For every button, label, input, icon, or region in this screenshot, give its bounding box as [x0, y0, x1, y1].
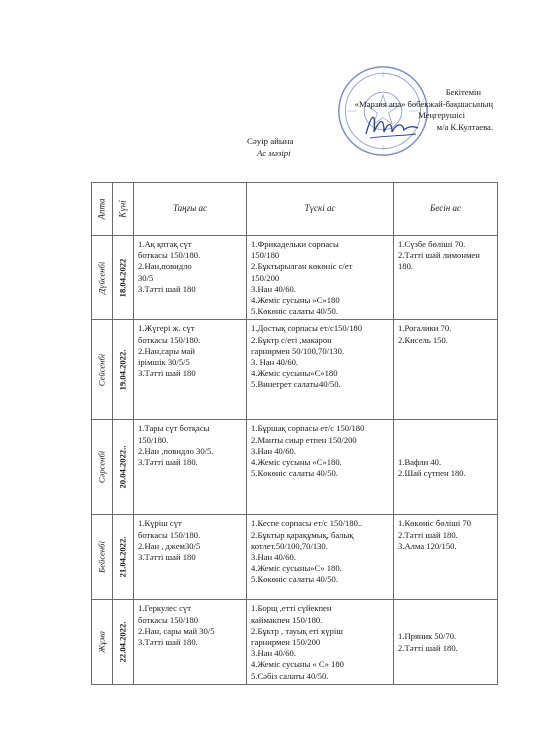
menu-item: 3.Тәтті шай 180: [138, 283, 196, 294]
menu-item: 2.Бұктр с/еті ,макарон: [251, 334, 332, 345]
menu-item: 2.Тәтті шай 180.: [398, 529, 458, 540]
menu-item: 3.Нан 40/60.: [251, 552, 296, 563]
approval-line: м/а К.Култаева.: [436, 121, 493, 132]
breakfast-cell: [134, 515, 247, 600]
breakfast-cell: [134, 600, 247, 684]
snack-cell: [394, 515, 498, 600]
day-cell: Дүйсенбі: [92, 236, 113, 320]
menu-item: 2.Бұктыр қарақұмық, балық: [251, 529, 354, 540]
menu-item: ірімшік 30/5/5: [138, 357, 190, 368]
menu-item: 1.Кеспе сорпасы ет/с 150/180..: [251, 518, 363, 529]
date-cell: 19.04.2022.: [113, 320, 134, 420]
menu-item: 150/200: [251, 272, 280, 283]
menu-item: 4.Жеміс сусыны »С»180: [251, 295, 340, 306]
lunch-cell: [247, 420, 394, 515]
menu-item: 3.Тәтті шай 180.: [138, 457, 198, 468]
day-cell: Сәрсенбі: [92, 420, 113, 515]
menu-item: 150/180.: [138, 434, 169, 445]
lunch-cell: [247, 515, 394, 600]
menu-table: [91, 182, 498, 685]
day-cell: Бейсенбі: [92, 515, 113, 600]
menu-item: 2.Бұктр , тауық еті күріш: [251, 625, 343, 636]
document-title: [245, 136, 335, 159]
approval-line: Меңгерушісі: [418, 110, 465, 121]
menu-item: 1.Вафли 40.: [398, 456, 442, 467]
menu-item: 1.Бұршақ сорпасы ет/с 150/180: [251, 423, 365, 434]
breakfast-cell: [134, 236, 247, 320]
day-cell: Жұма: [92, 600, 113, 684]
menu-item: 2.Тәтті шай 180.: [398, 642, 458, 653]
menu-item: гарнирмен 50/100,70/130.: [251, 345, 345, 356]
menu-item: 3. Нан 40/60.: [251, 357, 299, 368]
table-row: [92, 236, 498, 320]
day-cell: Сейсенбі: [92, 320, 113, 420]
header-date: Күні: [113, 183, 134, 236]
menu-item: котлет.50/100,70/130.: [251, 540, 328, 551]
menu-item: 4.Жеміс сусыны « С» 180: [251, 659, 344, 670]
menu-item: 1.Жүгері ж. сүт: [138, 323, 195, 334]
menu-item: боткасы 150/180.: [138, 529, 201, 540]
menu-item: боткасы 150/180.: [138, 250, 201, 261]
lunch-cell: [247, 600, 394, 684]
menu-item: 3.Алма 120/150.: [398, 540, 457, 551]
header-breakfast: Таңғы ас: [134, 183, 247, 236]
menu-item: 2.Нан,сары май: [138, 345, 195, 356]
menu-item: 2.Нан ,повидло 30/5.: [138, 445, 214, 456]
header-row: [92, 183, 498, 236]
menu-item: 1.Фрикадельки сорпасы: [251, 239, 339, 249]
date-cell: 20.04.2022..: [113, 420, 134, 515]
menu-item: 2.Тәтті шай лимонмен: [398, 250, 480, 261]
menu-item: 5.Көкөніс салаты 40/50.: [251, 468, 338, 479]
menu-item: 150/180: [251, 250, 280, 261]
menu-item: гарнирмен 150/200: [251, 637, 321, 648]
menu-item: 1.Сүзбе бөліші 70.: [398, 239, 466, 249]
table-row: [92, 600, 498, 684]
menu-item: 3.Тәтті шай 180: [138, 368, 196, 379]
approval-line: «Мәрзия апа» бөбекжай-бақшасының: [354, 98, 493, 109]
lunch-cell: [247, 320, 394, 420]
date-cell: 18.04.2022: [113, 236, 134, 320]
menu-item: 2.Нан,повидло: [138, 261, 192, 272]
menu-item: 3.Нан 40/60.: [251, 283, 296, 294]
table-row: [92, 320, 498, 420]
menu-item: 2.Кисель 150.: [398, 334, 448, 345]
menu-item: 3.Тәтті шай 180: [138, 552, 196, 563]
menu-item: 5.Көкөніс салаты 40/50.: [251, 306, 338, 317]
menu-item: 2.Шай сүтпен 180.: [398, 467, 466, 478]
header-snack: Бесін ас: [394, 183, 498, 236]
menu-item: 1.Рогалики 70.: [398, 323, 452, 334]
menu-item: 4.Жеміс сусыны»С»180: [251, 368, 338, 379]
menu-item: каймакпен 150/180.: [251, 614, 323, 625]
breakfast-cell: [134, 320, 247, 420]
menu-item: 5.Көкөніс салаты 40/50.: [251, 574, 338, 585]
menu-item: 1.Ақ қптақ сүт: [138, 239, 192, 249]
menu-item: 5.Винегрет салаты40/50.: [251, 379, 341, 390]
menu-item: 1.Пряник 50/70.: [398, 631, 457, 642]
menu-item: 30/5: [138, 272, 154, 283]
menu-item: 1.Күріш сүт: [138, 518, 182, 529]
approval-line: Бекітемін: [445, 87, 481, 97]
menu-item: боткасы 150/180: [138, 614, 199, 625]
title-subtitle: Ас мәзірі: [257, 147, 291, 158]
menu-item: 1.Тары сүт ботқасы: [138, 423, 210, 434]
menu-item: 2.Нан , джем30/5: [138, 540, 201, 551]
date-cell: 22.04.2022.: [113, 600, 134, 684]
menu-item: боткасы 150/180.: [138, 334, 201, 345]
menu-item: 5.Сәбіз салаты 40/50.: [251, 670, 329, 681]
snack-cell: [394, 420, 498, 515]
menu-item: 1.Геркулес сүт: [138, 603, 191, 614]
header-day: Апта: [92, 183, 113, 236]
menu-item: 1.Борщ ,етті сүйекпен: [251, 603, 332, 614]
menu-item: 2.Нан, сары май 30/5: [138, 625, 215, 636]
snack-cell: [394, 320, 498, 420]
snack-cell: [394, 600, 498, 684]
menu-item: 3.Нан 40/60.: [251, 648, 296, 659]
menu-item: 2.Манты сиыр етпен 150/200: [251, 434, 357, 445]
approval-block: [318, 87, 493, 133]
lunch-cell: [247, 236, 394, 320]
snack-cell: [394, 236, 498, 320]
menu-item: 1.Достық сорпасы ет/с150/180: [251, 323, 362, 334]
table-row: [92, 420, 498, 515]
menu-item: 3.Тәтті шай 180.: [138, 637, 198, 648]
menu-item: 2.Бұктырылган көкөніс с/ет: [251, 261, 353, 272]
menu-item: 4.Жеміс сусыны»С» 180.: [251, 563, 342, 574]
breakfast-cell: [134, 420, 247, 515]
menu-item: 4.Жеміс сусыны «С»180.: [251, 457, 342, 468]
date-cell: 21.04.2022.: [113, 515, 134, 600]
table-row: [92, 515, 498, 600]
header-lunch: Түскі ас: [247, 183, 394, 236]
menu-item: 1.Көкөніс бөліші 70: [398, 518, 471, 529]
menu-item: 180.: [398, 261, 414, 272]
title-month: Сәуір айына: [247, 136, 294, 146]
menu-item: 3.Нан 40/60.: [251, 445, 296, 456]
